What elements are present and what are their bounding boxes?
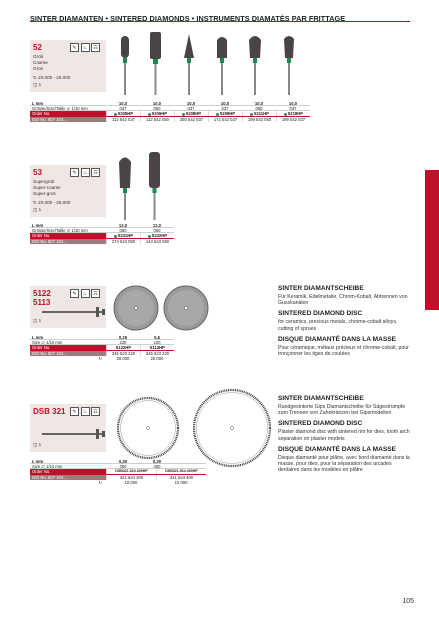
order-cell[interactable]: 5122HP — [106, 345, 140, 350]
header-title: SINTER DIAMANTEN • SINTERED DIAMONDS • INSTRUMENTS DIAMATÉS PAR FRITTAGE — [30, 14, 346, 23]
product-number: DSB 321 — [33, 407, 66, 416]
instrument-5206 — [150, 32, 161, 95]
cell: 199 542 037 — [276, 117, 310, 122]
text-block-5122 — [278, 285, 413, 361]
cell: 220 — [153, 339, 161, 345]
cell: 20.000 — [116, 355, 130, 361]
pack-icon: ◫ — [33, 318, 38, 323]
text-block-dsb321 — [278, 395, 413, 477]
grit-dot-icon — [216, 113, 219, 116]
order-no: 5218HP — [287, 111, 304, 117]
pack-value: 1 — [38, 82, 42, 87]
speed-info — [33, 75, 70, 81]
row-iso — [30, 117, 310, 122]
disinfect-icon: ♨ — [81, 289, 90, 298]
label-size: Grösse/Size/Taille ∅ 1/10 mm — [32, 227, 88, 233]
grit-dot-icon — [250, 113, 253, 116]
handpiece-icon: ✎ — [70, 289, 79, 298]
cell: 0,6 — [154, 334, 160, 340]
desc-fr: Super-gros — [33, 191, 56, 196]
desc-en: Coarse — [33, 60, 48, 65]
spec-table-52 — [30, 101, 310, 122]
cell: 0,30 — [118, 458, 128, 464]
order-no: 5209HP — [219, 111, 236, 117]
rpm-max-icon: ↻ — [98, 355, 102, 361]
cell: 10,0 — [254, 100, 264, 106]
grit-description — [33, 179, 61, 197]
instruments-52-svg — [106, 30, 310, 98]
label-iso: ISO No. 807 104... — [32, 350, 67, 356]
pack-icon: ◫ — [33, 442, 38, 447]
label-order: Order No. — [32, 111, 51, 117]
grit-description — [33, 54, 48, 72]
handpiece-icon: ✎ — [70, 168, 79, 177]
order-cell[interactable]: 5113HP — [140, 345, 174, 350]
label-lmm: L mm — [32, 222, 44, 228]
text-en: Plaster diamond disc with sintered rim for dies, tooth arch separation on plaster models — [278, 429, 410, 442]
cell: 199 542 050 — [242, 117, 276, 122]
label-size: Grösse/Size/Taille ∅ 1/10 mm — [32, 105, 88, 111]
disc-5122 — [114, 286, 158, 330]
instrument-5208 — [184, 34, 194, 95]
cell: 10,0 — [118, 100, 128, 106]
grit-dot-icon — [284, 113, 287, 116]
side-tab-marker — [425, 170, 439, 310]
mandrel-5122-svg — [40, 300, 112, 324]
grit-dot-icon — [148, 235, 151, 238]
cell: 12,0 — [152, 222, 162, 228]
cell: 12,0 — [118, 222, 128, 228]
cell: 050 — [255, 105, 263, 111]
cell: 143 543 050 — [140, 239, 174, 244]
label-size: Size ∅ 1/10 mm — [32, 339, 63, 345]
pack-info — [33, 82, 41, 88]
instrument-5209 — [217, 37, 227, 95]
page-number: 105 — [402, 598, 414, 605]
product-number: 5122 — [33, 289, 51, 298]
speed-info — [33, 200, 70, 206]
order-cell[interactable]: DSB321.524.300HP — [106, 469, 156, 474]
sterilize-icon: ☶ — [91, 407, 100, 416]
instrument-5332 — [149, 152, 160, 220]
label-order: Order No. — [32, 345, 51, 351]
label-order: Order No. — [32, 233, 51, 239]
text-fr: Pour céramique, métaux précieux et chrome-cobalt, pour tronçonner les tiges de coulées — [278, 344, 409, 358]
cell: 10,0 — [288, 100, 298, 106]
product-number-2: 5113 — [33, 298, 51, 307]
cell: 037 — [221, 105, 229, 111]
speed-value: 20.000 - 25.000 — [38, 200, 71, 205]
pack-value: 1 — [38, 318, 42, 323]
sterilize-icon: ☶ — [91, 43, 100, 52]
heading-fr: DISQUE DIAMANTÉ DANS LA MASSE — [278, 335, 397, 343]
icon-group — [70, 289, 100, 298]
text-de: Randgesinterte Gips Diamantscheibe für Sägestrümpfe zum Trennen von Zahnkränzen bei Gipsmodellen — [278, 404, 406, 417]
disinfect-icon: ♨ — [81, 43, 90, 52]
cell: 400 — [153, 463, 161, 469]
sterilize-icon: ☶ — [91, 168, 100, 177]
heading-en: SINTERED DIAMOND DISC — [278, 420, 363, 428]
cell: 050 — [119, 227, 127, 233]
grit-dot-icon — [114, 113, 117, 116]
label-lmm: L mm — [32, 334, 44, 340]
row-iso — [30, 239, 174, 244]
cell: 345 523 220 — [106, 351, 140, 356]
pack-icon: ◫ — [33, 207, 38, 212]
product-box-52 — [30, 40, 106, 92]
cell: 300 — [119, 463, 127, 469]
mandrel-dsb-svg — [40, 422, 112, 446]
heading-de: SINTER DIAMANTSCHEIBE — [278, 285, 364, 292]
text-de: Für Keramik, Edelmetalle, Chrom-Kobalt, Abtrennen von Gusskanälen — [278, 294, 408, 307]
sterilize-icon: ☶ — [91, 289, 100, 298]
page-header — [30, 8, 410, 22]
handpiece-icon: ✎ — [70, 43, 79, 52]
desc-fr: Gros — [33, 66, 43, 71]
grit-dot-icon — [182, 113, 185, 116]
order-no: 5205HP — [117, 111, 134, 117]
instrument-5211 — [249, 36, 261, 95]
cell: 220 — [119, 339, 127, 345]
row-speed — [30, 480, 206, 485]
order-cell[interactable]: DSB321.524.400HP — [156, 469, 206, 474]
product-number: 53 — [33, 168, 42, 177]
spec-table-5122 — [30, 335, 174, 361]
desc-en: Super-coarse — [33, 185, 61, 190]
cell: 10,0 — [152, 100, 162, 106]
text-en: for ceramics, precious metals, chrome-cobalt alloys, cutting of sprues — [278, 319, 398, 332]
rpm-icon: ↻ — [33, 75, 37, 80]
heading-en: SINTERED DIAMOND DISC — [278, 310, 363, 318]
cell: 037 — [289, 105, 297, 111]
pack-value: 1 — [38, 442, 42, 447]
spec-table-53 — [30, 223, 174, 244]
cell: 345 523 220 — [140, 351, 174, 356]
order-no: 5331HP — [117, 233, 134, 239]
pack-value: 1 — [38, 207, 42, 212]
discs-dsb-svg — [108, 388, 278, 468]
label-iso: ISO No. 807 104... — [32, 474, 67, 480]
handpiece-icon: ✎ — [70, 407, 79, 416]
label-size: Size ∅ 1/10 mm — [32, 463, 63, 469]
label-lmm: L mm — [32, 100, 44, 106]
disinfect-icon: ♨ — [81, 407, 90, 416]
rpm-max-icon: ↻ — [98, 479, 102, 485]
desc-de: Grob — [33, 54, 44, 59]
row-speed — [30, 356, 174, 361]
heading-fr: DISQUE DIAMANTÉ DANS LA MASSE — [278, 445, 397, 453]
order-no: 5206HP — [151, 111, 168, 117]
speed-value: 20.000 - 25.000 — [38, 75, 71, 80]
order-no: 5211HP — [254, 111, 269, 117]
desc-de: Supergrob — [33, 179, 55, 184]
discs-5122-svg — [110, 284, 220, 334]
cell: 050 — [153, 105, 161, 111]
instrument-5205 — [121, 36, 129, 95]
cell: 10.000 — [174, 479, 188, 485]
text-fr: Disque diamanté pour plâtre, avec bord diamanté dans la masse, pour dies, pour la séparation des arcades dentaires dans les modèles en plâtre — [278, 454, 410, 474]
product-box-53 — [30, 165, 106, 217]
disc-5113 — [164, 286, 208, 330]
cell: 250 542 037 — [174, 117, 208, 122]
cell: 0,25 — [118, 334, 128, 340]
disinfect-icon: ♨ — [81, 168, 90, 177]
label-iso: ISO No. 807 104... — [32, 116, 67, 122]
grit-dot-icon — [148, 113, 151, 116]
rpm-icon: ↻ — [33, 200, 37, 205]
icon-group — [70, 407, 100, 416]
cell: 321 524 300 — [106, 475, 156, 480]
instruments-53-svg — [106, 150, 176, 222]
grit-dot-icon — [114, 235, 117, 238]
disc-dsb321-400 — [194, 390, 270, 466]
label-lmm: L mm — [32, 458, 44, 464]
cell: 037 — [119, 105, 127, 111]
pack-icon: ◫ — [33, 82, 38, 87]
icon-group — [70, 43, 100, 52]
cell: 0,30 — [152, 458, 162, 464]
cell: 10.000 — [124, 479, 138, 485]
heading-de: SINTER DIAMANTSCHEIBE — [278, 395, 364, 402]
cell: 037 — [187, 105, 195, 111]
product-number: 52 — [33, 43, 42, 52]
cell: 20.000 — [150, 355, 164, 361]
label-iso: ISO No. 807 104... — [32, 238, 67, 244]
cell: 321 524 400 — [156, 475, 206, 480]
pack-info — [33, 207, 41, 213]
instrument-5218 — [284, 36, 294, 95]
cell: 10,0 — [220, 100, 230, 106]
disc-dsb321-300 — [118, 398, 178, 458]
order-no: 5332HP — [151, 233, 168, 239]
spec-table-dsb321 — [30, 459, 206, 485]
cell: 274 543 050 — [106, 239, 140, 244]
cell: 112 542 037 — [106, 117, 140, 122]
order-no: 5208HP — [185, 111, 202, 117]
label-order: Order No. — [32, 469, 51, 475]
icon-group — [70, 168, 100, 177]
cell: 050 — [153, 227, 161, 233]
cell: 112 542 050 — [140, 117, 174, 122]
instrument-5331 — [119, 158, 131, 221]
cell: 172 542 037 — [208, 117, 242, 122]
cell: 10,0 — [186, 100, 196, 106]
